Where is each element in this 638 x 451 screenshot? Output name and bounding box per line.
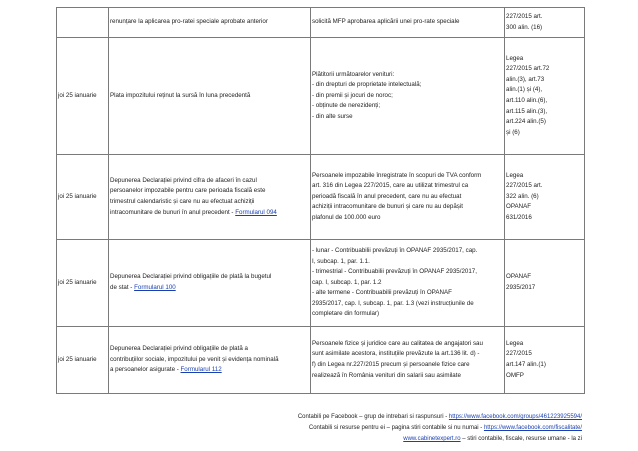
legal-basis-cell — [505, 240, 585, 327]
taxpayers-line: f) din Legea nr.227/2015 precum și persoanele fizice care — [312, 361, 470, 368]
form-link[interactable]: Formularul 112 — [180, 366, 222, 374]
legal-basis-line: și (6) — [506, 128, 520, 136]
taxpayers-line: - alte termene - Contribuabilii prevăzuți în OPANAF — [312, 289, 452, 297]
table-body — [57, 8, 585, 394]
legal-basis-line: OPANAF — [506, 203, 531, 211]
obligation-line: trimestrul calendaristic și care nu au efectuat achiziții — [110, 198, 255, 205]
legal-basis-line: 227/2015 art.72 — [506, 65, 550, 73]
table-row — [57, 8, 585, 38]
obligation-cell — [109, 8, 311, 38]
obligation-line: a persoanelor asigurate - — [110, 366, 179, 374]
obligation-line-with-link — [110, 208, 309, 219]
facebook-page-link[interactable]: https://www.facebook.com/fiscalitate/ — [483, 425, 582, 432]
legal-basis-line: Legea — [506, 54, 524, 62]
legal-basis-line: 227/2015 — [506, 350, 532, 358]
taxpayers-line: Persoanele fizice și juridice care au calitatea de angajatori sau — [312, 339, 483, 347]
legal-basis-line: art.110 alin.(6), — [506, 97, 548, 104]
taxpayers-line: art. 316 din Legea 227/2015, care au utilizat trimestrul ca — [312, 182, 469, 190]
obligation-cell — [109, 240, 311, 327]
facebook-group-link[interactable]: https://www.facebook.com/groups/461223925594/ — [448, 414, 582, 420]
obligation-line-with-link — [110, 283, 309, 294]
obligations-table — [56, 7, 585, 394]
taxpayers-line: - din premii și jocuri de noroc; — [312, 91, 393, 99]
obligation-cell — [109, 155, 311, 240]
taxpayers-line: I, subcap. 1, par. 1.1. — [312, 257, 370, 265]
due-date: joi 25 ianuarie — [58, 91, 97, 99]
table-row — [57, 38, 585, 155]
legal-basis-line: art.224 alin.(5) — [506, 118, 546, 126]
taxpayers-line: 2935/2017, cap. I, subcap. 1, par. 1.3 (vezi instrucțiunile de — [312, 299, 474, 307]
due-date: joi 25 ianuarie — [58, 192, 97, 200]
due-date: joi 25 ianuarie — [58, 278, 97, 286]
legal-basis-line: OPANAF — [506, 273, 531, 281]
taxpayers-line: - obținute de nerezidenți; — [312, 102, 381, 110]
date-cell — [57, 155, 109, 240]
table-row — [57, 327, 585, 394]
footer-text: Contabili pe Facebook – grup de intrebari si raspunsuri - — [297, 414, 449, 420]
taxpayers-line: Persoanele impozabile înregistrate în scopuri de TVA conform — [312, 171, 482, 179]
obligation-line-with-link — [110, 365, 309, 376]
obligation-line: Depunerea Declarației privind obligațiile de plată a — [110, 345, 248, 353]
taxpayers-line: plafonul de 100.000 euro — [312, 213, 381, 221]
legal-basis-line: 631/2016 — [506, 213, 532, 221]
legal-basis-cell — [505, 38, 585, 155]
legal-basis-cell — [505, 327, 585, 394]
footer-text: Contabili si resurse pentru ei – pagina stiri contabile si nu numai - — [308, 425, 484, 432]
legal-basis-line: art.147 alin.(1) — [506, 361, 546, 368]
taxpayers-line: - lunar - Contribuabilii prevăzuți în OPANAF 2935/2017, cap. — [312, 246, 478, 254]
taxpayers-line: - din drepturi de proprietate intelectuală; — [312, 81, 422, 89]
obligation-cell — [109, 327, 311, 394]
legal-basis-line: 227/2015 art. — [506, 182, 543, 190]
website-link[interactable]: www.cabinetexpert.ro — [403, 436, 461, 443]
legal-basis-line: Legea — [506, 339, 524, 347]
date-cell — [57, 240, 109, 327]
legal-basis-cell — [505, 155, 585, 240]
obligation-line: Depunerea Declarației privind cifra de afaceri în cazul — [110, 176, 257, 184]
taxpayers-cell — [311, 240, 505, 327]
taxpayers-cell — [311, 8, 505, 38]
page-footer — [298, 412, 582, 446]
obligation-line: de stat - — [110, 284, 133, 291]
obligation-line: intracomunitare de bunuri în anul precedent - — [110, 208, 234, 216]
date-cell — [57, 327, 109, 394]
legal-basis-line: OMFP — [506, 371, 524, 379]
taxpayers-cell — [311, 155, 505, 240]
legal-basis-line: alin.(3), art.73 — [506, 75, 545, 83]
obligation-line: Plata impozitului reținut la sursă în luna precedentă — [110, 91, 251, 99]
date-cell — [57, 38, 109, 155]
taxpayers-cell — [311, 327, 505, 394]
form-link[interactable]: Formularul 100 — [134, 284, 176, 291]
table-row — [57, 155, 585, 240]
legal-basis-line: 2935/2017 — [506, 284, 536, 291]
form-link[interactable]: Formularul 094 — [235, 208, 277, 216]
taxpayers-line: sunt asimilate acestora, instituțiile prevăzute la art.136 lit. d) - — [312, 350, 480, 358]
taxpayers-cell — [311, 38, 505, 155]
taxpayers-line: solicită MFP aprobarea aplicării unei pro-rate speciale — [312, 18, 460, 26]
obligation-cell — [109, 38, 311, 155]
legal-basis-line: 227/2015 art. — [506, 12, 543, 20]
due-date: joi 25 ianuarie — [58, 355, 97, 363]
taxpayers-line: realizează în România venituri din salarii sau asimilate — [312, 371, 461, 379]
legal-basis-line: alin.(1) și (4), — [506, 86, 543, 94]
date-cell — [57, 8, 109, 38]
table-row — [57, 240, 585, 327]
taxpayers-line: - din alte surse — [312, 112, 353, 120]
obligation-line: contribuțiilor sociale, impozitului pe venit și evidența nominală — [110, 355, 279, 363]
taxpayers-line: cap. I, subcap. 1, par. 1.2 — [312, 278, 382, 286]
legal-basis-line: 300 alin. (16) — [506, 23, 543, 31]
footer-text: – stiri contabile, fiscale, resurse umane - la zi — [460, 436, 582, 443]
footer-line-website — [298, 434, 582, 445]
taxpayers-line: perioadă fiscală în anul precedent, care nu au efectuat — [312, 192, 462, 200]
legal-basis-line: Legea — [506, 171, 524, 179]
taxpayers-line: - trimestrial - Contribuabilii prevăzuți în OPANAF 2935/2017, — [312, 268, 477, 276]
legal-basis-cell — [505, 8, 585, 38]
taxpayers-line: Plătitorii următoarelor venituri: — [312, 70, 395, 78]
obligation-line: persoanelor impozabile pentru care perioada fiscală este — [110, 187, 266, 195]
obligation-line: renunțare la aplicarea pro-ratei speciale aprobate anterior — [110, 18, 268, 26]
taxpayers-line: achiziții intracomunitare de bunuri și care nu au depășit — [312, 203, 463, 211]
footer-line-facebook-group — [298, 412, 582, 423]
obligation-line: Depunerea Declarației privind obligațiile de plată la bugetul — [110, 273, 272, 281]
legal-basis-line: 322 alin. (6) — [506, 192, 539, 200]
legal-basis-line: art.115 alin.(3), — [506, 107, 548, 115]
taxpayers-line: completare din formular) — [312, 310, 380, 318]
footer-line-facebook-page — [298, 423, 582, 434]
